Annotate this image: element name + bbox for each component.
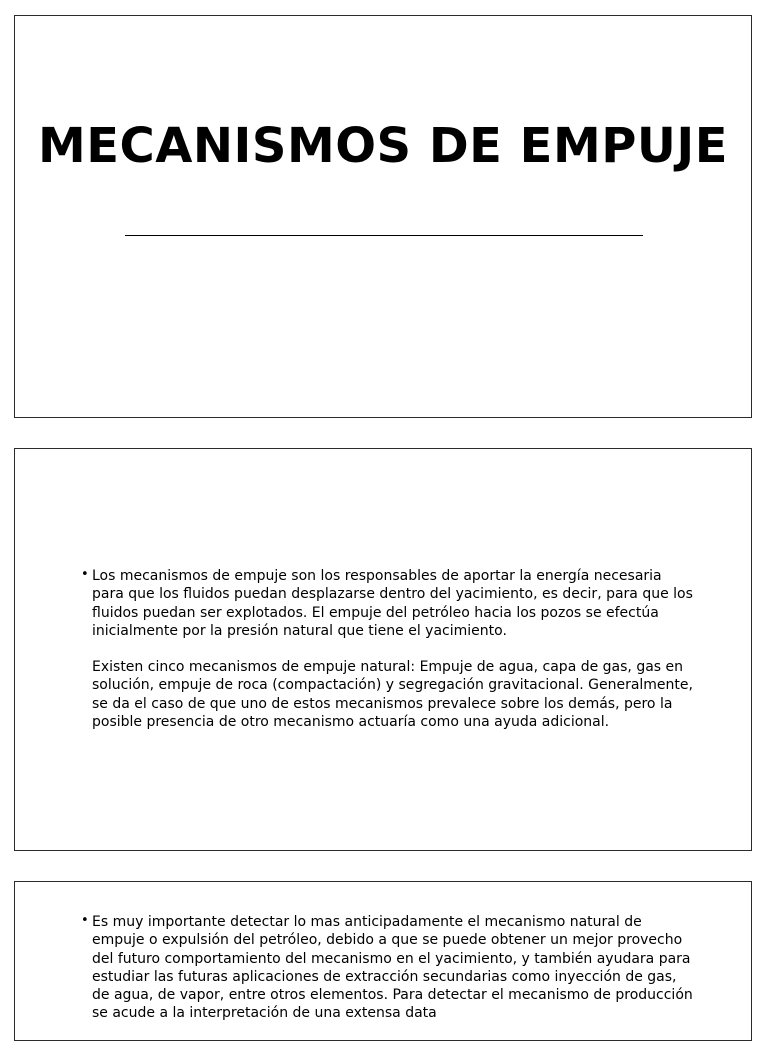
slide-title — [14, 15, 752, 418]
slide-title-heading: MECANISMOS DE EMPUJE — [37, 118, 729, 174]
bullet-paragraph: Es muy importante detectar lo mas anticipadamente el mecanismo natural de empuje o expulsión del petróleo, debido a que se puede obtener un mejor provecho del futuro comportamiento del mecanismo en el yacimiento, y también ayudara para estudiar las futuras aplicaciones de extracción secundarias como inyección de gas, de agua, de vapor, entre otros elementos. Para detectar el mecanismo de producción se acude a la interpretación de una extensa data — [92, 914, 693, 1022]
bullet-paragraph: Los mecanismos de empuje son los responsables de aportar la energía necesaria para que los fluidos puedan desplazarse dentro del yacimiento, es decir, para que los fluidos puedan ser explotados. El empuje del petróleo hacia los pozos se efectúa inicialmente por la presión natural que tiene el yacimiento. — [92, 568, 693, 639]
title-underline — [125, 235, 643, 236]
slide-importance — [14, 881, 752, 1041]
bullet-icon: • — [81, 913, 89, 928]
bullet-icon: • — [81, 567, 89, 582]
bullet-item — [81, 913, 693, 1023]
slide-definition — [14, 448, 752, 851]
bullet-list — [81, 913, 693, 1023]
bullet-item — [81, 567, 693, 731]
bullet-list — [81, 567, 693, 731]
bullet-paragraph: Existen cinco mecanismos de empuje natural: Empuje de agua, capa de gas, gas en solución, empuje de roca (compactación) y segregación gravitacional. Generalmente, se da el caso de que uno de estos mecanismos prevalece sobre los demás, pero la posible presencia de otro mecanismo actuaría como una ayuda adicional. — [92, 659, 693, 731]
